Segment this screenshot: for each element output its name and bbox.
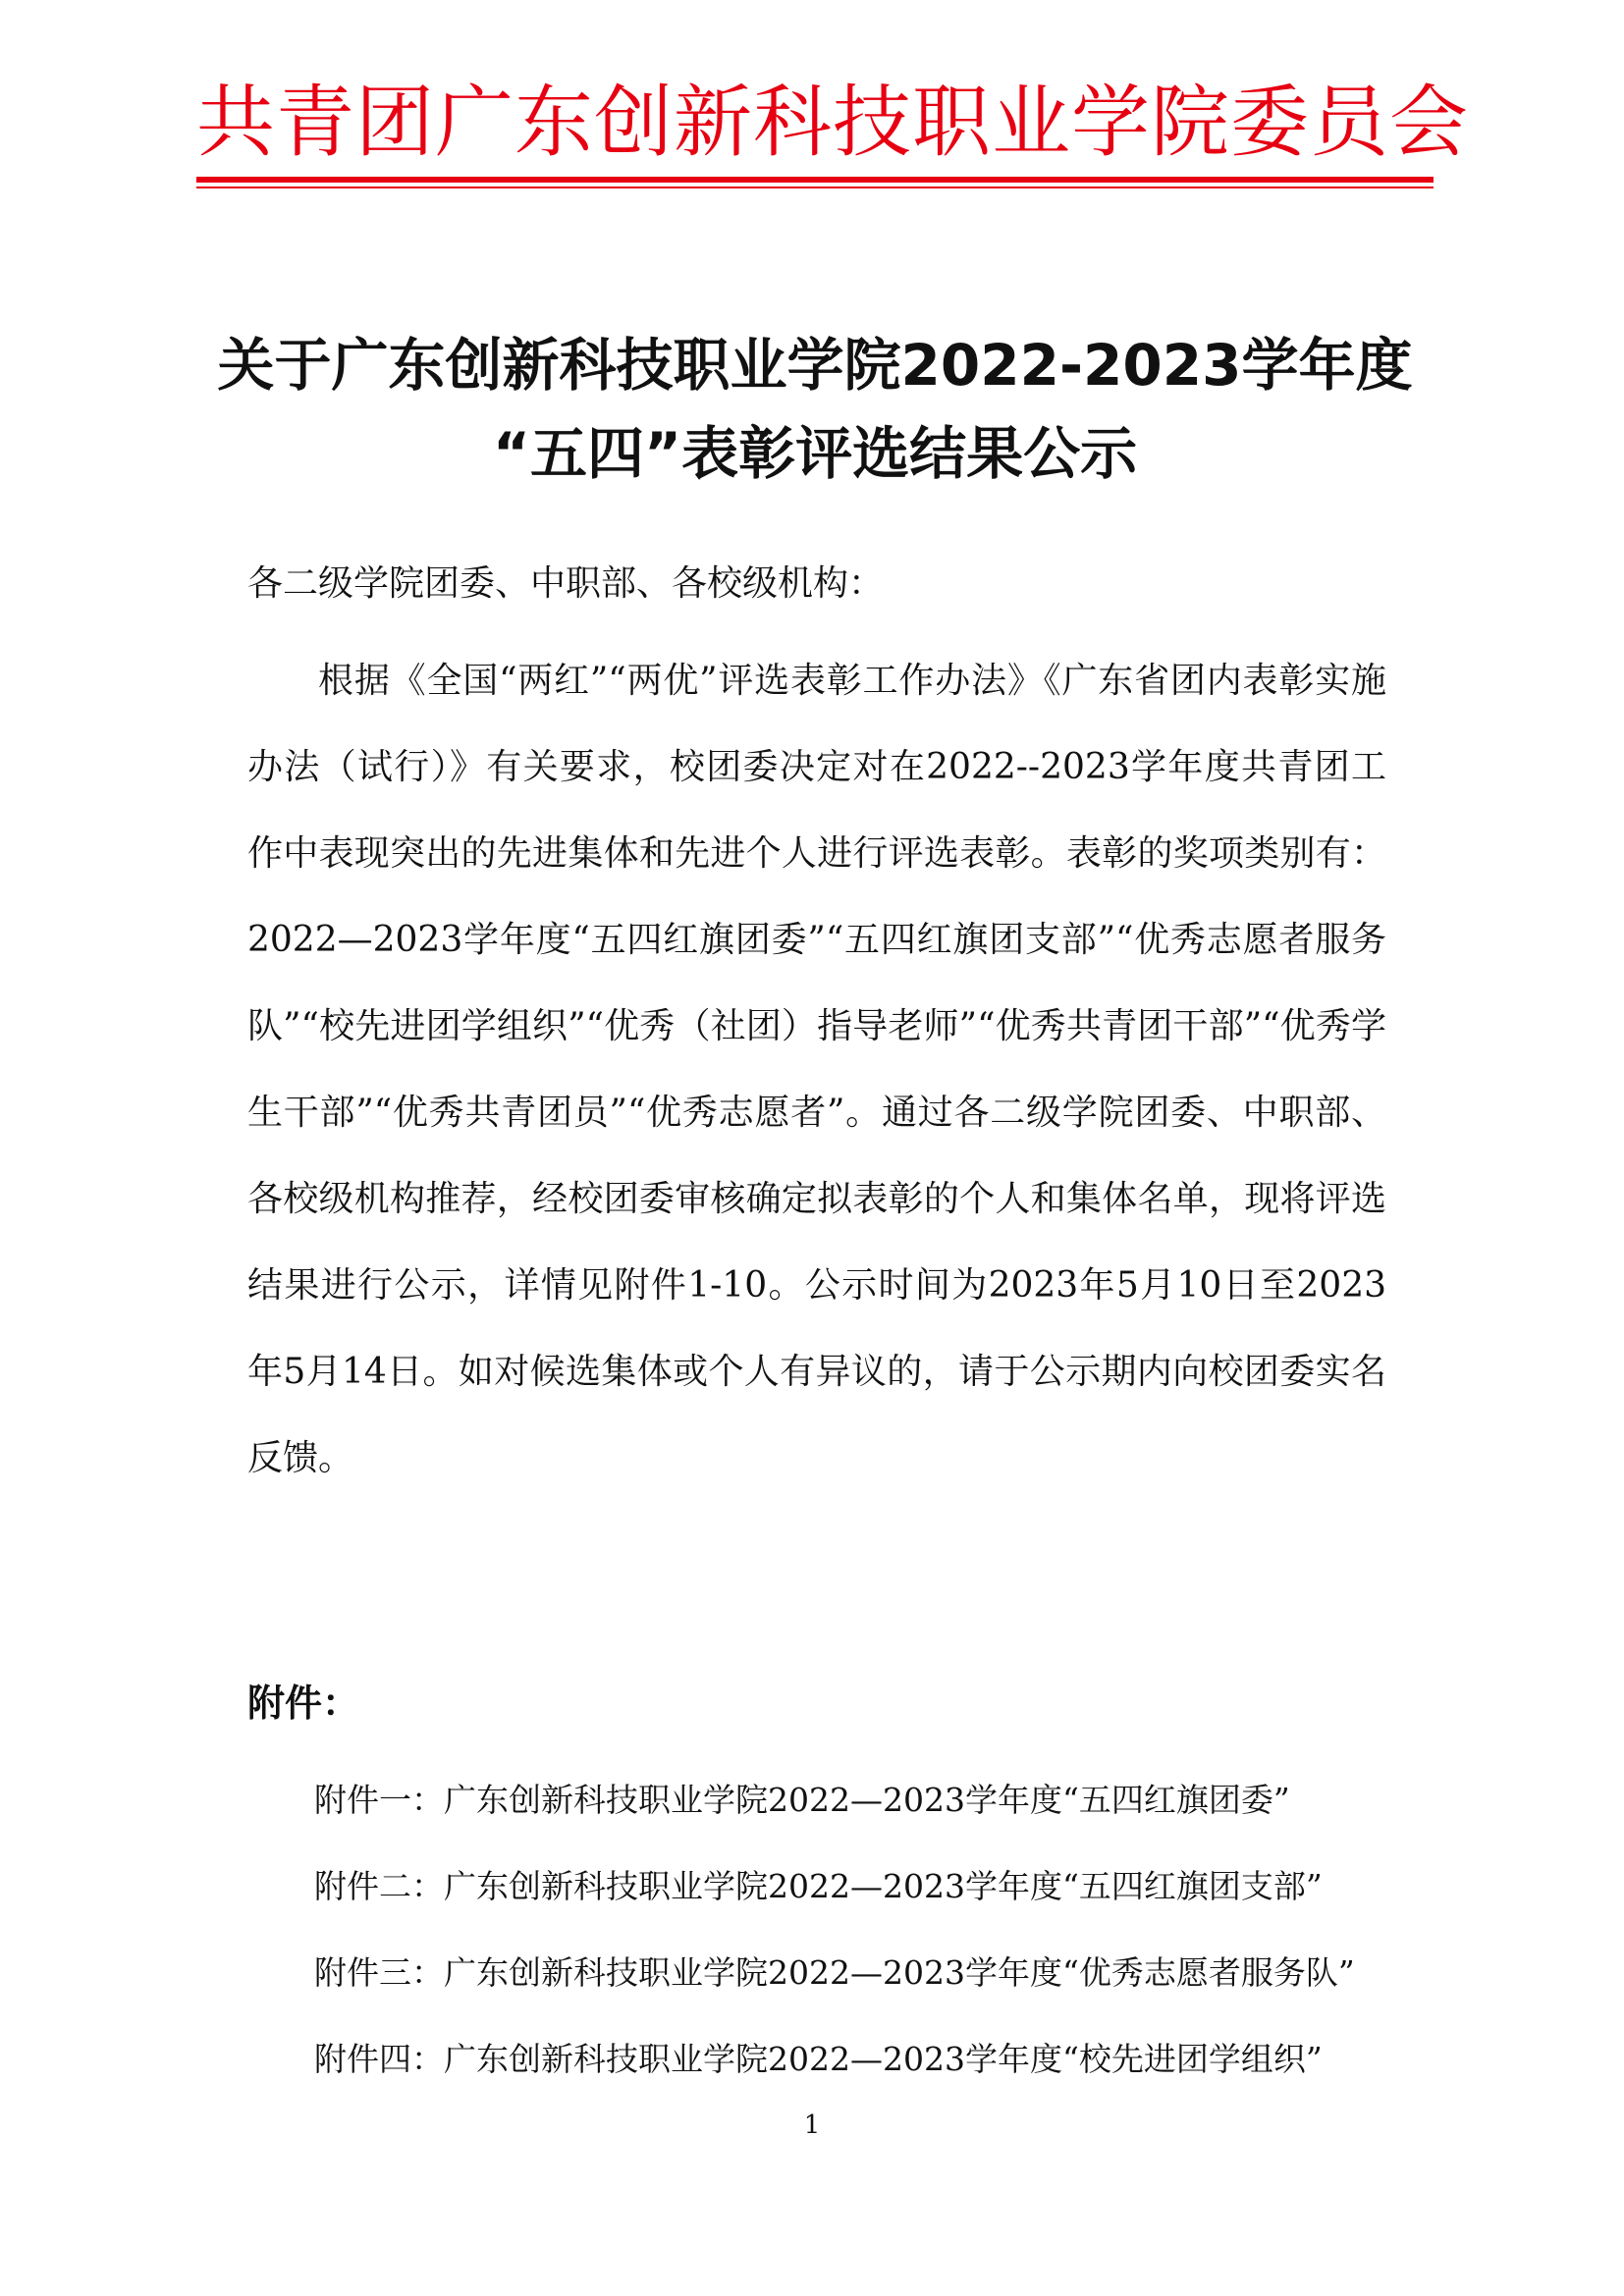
document-title-line-2: “五四”表彰评选结果公示 [492, 420, 1138, 487]
attachment-item: 附件二：广东创新科技职业学院2022—2023学年度“五四红旗团支部” [314, 1867, 1323, 1905]
attachments-heading: 附件： [247, 1682, 360, 1725]
document-title-line-1: 关于广东创新科技职业学院2022-2023学年度 [217, 332, 1413, 399]
header-rule-thin [196, 187, 1434, 188]
attachment-item: 附件四：广东创新科技职业学院2022—2023学年度“校先进团学组织” [314, 2040, 1323, 2078]
attachments-list [314, 1757, 1355, 2103]
salutation: 各二级学院团委、中职部、各校级机构： [247, 563, 885, 604]
page-number: 1 [803, 2110, 821, 2140]
attachment-item: 附件一：广东创新科技职业学院2022—2023学年度“五四红旗团委” [314, 1781, 1290, 1819]
header-rule-thick [196, 177, 1434, 183]
attachment-item: 附件三：广东创新科技职业学院2022—2023学年度“优秀志愿者服务队” [314, 1953, 1355, 1992]
body-paragraph: 根据《全国“两红”“两优”评选表彰工作办法》《广东省团内表彰实施办法（试行）》有关要求，校团委决定对在2022--2023学年度共青团工作中表现突出的先进集体和先进个人进行评选表彰。表彰的奖项类别有：2022—2023学年度“五四红旗团委”“五四红旗团支部”“优秀志愿者服务队”“校先进团学组织”“优秀（社团）指导老师”“优秀共青团干部”“优秀学生干部”“优秀共青团员”“优秀志愿者”。通过各二级学院团委、中职部、各校级机构推荐，经校团委审核确定拟表彰的个人和集体名单，现将评选结果进行公示，详情见附件1-10。公示时间为2023年5月10日至2023年5月14日。如对候选集体或个人有异议的，请于公示期内向校团委实名反馈。 [247, 661, 1386, 1478]
organization-header: 共青团广东创新科技职业学院委员会 [196, 77, 1469, 168]
